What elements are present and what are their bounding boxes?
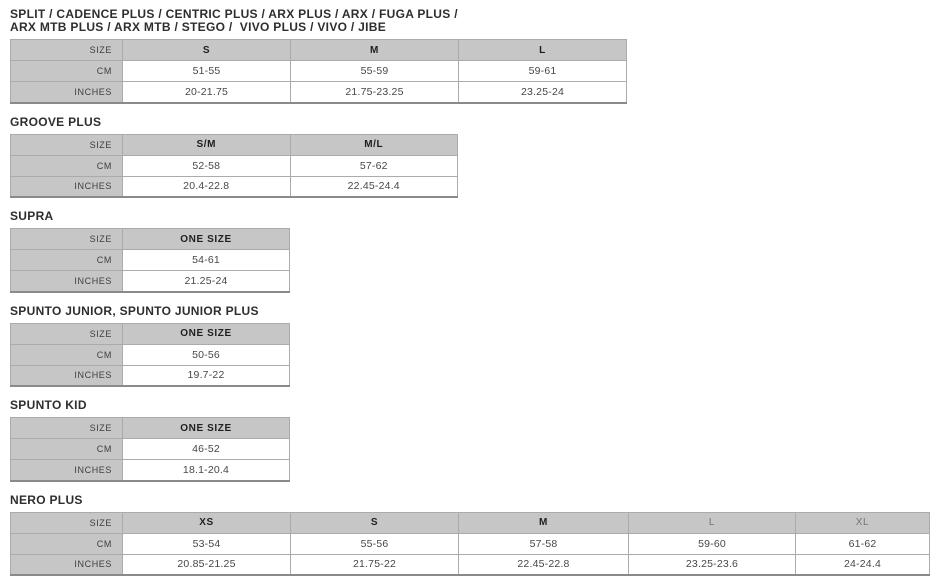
size-table-supra — [10, 228, 290, 293]
inches-value-cell: 18.1-20.4 — [123, 460, 290, 481]
table-row-inches — [11, 460, 290, 481]
table-title-line: NERO PLUS — [10, 492, 83, 507]
table-title-spunto-junior — [10, 305, 939, 318]
size-table-section-groove-plus — [10, 116, 939, 199]
inches-value-cell: 21.75-23.25 — [291, 82, 459, 103]
inches-value-cell: 21.75-22 — [291, 554, 459, 575]
size-table-groove-plus — [10, 134, 458, 199]
row-label-cm: CM — [11, 439, 123, 460]
table-row-inches — [11, 82, 627, 103]
row-label-size: SIZE — [11, 512, 123, 533]
inches-value-cell: 20-21.75 — [123, 82, 291, 103]
table-row-inches — [11, 554, 930, 575]
cm-value-cell: 52-58 — [123, 155, 291, 176]
size-table-section-spunto-junior — [10, 305, 939, 388]
table-title-line: GROOVE PLUS — [10, 114, 102, 129]
size-header-cell: XL — [796, 512, 930, 533]
size-header-cell: S — [291, 512, 459, 533]
table-row-cm — [11, 61, 627, 82]
table-title-line: SUPRA — [10, 209, 54, 223]
table-title-line: SPLIT / CADENCE PLUS / CENTRIC PLUS / ARX PLUS / ARX / FUGA PLUS / — [10, 7, 458, 21]
row-label-cm: CM — [11, 155, 123, 176]
table-row-size — [11, 229, 290, 250]
size-table-nero-plus — [10, 512, 930, 577]
row-label-cm: CM — [11, 533, 123, 554]
size-header-cell: S/M — [123, 134, 291, 155]
cm-value-cell: 50-56 — [123, 344, 290, 365]
table-title-supra — [10, 210, 939, 223]
size-table-section-split-group — [10, 8, 939, 104]
table-row-size — [11, 512, 930, 533]
size-header-cell: ONE SIZE — [123, 229, 290, 250]
cm-value-cell: 57-62 — [290, 155, 458, 176]
row-label-size: SIZE — [11, 40, 123, 61]
table-row-cm — [11, 344, 290, 365]
inches-value-cell: 19.7-22 — [123, 365, 290, 386]
inches-value-cell: 22.45-22.8 — [459, 554, 629, 575]
table-row-size — [11, 418, 290, 439]
size-table-section-spunto-kid — [10, 399, 939, 482]
size-header-cell: XS — [123, 512, 291, 533]
cm-value-cell: 59-60 — [629, 533, 796, 554]
size-header-cell: M — [459, 512, 629, 533]
inches-value-cell: 21.25-24 — [123, 271, 290, 292]
cm-value-cell: 61-62 — [796, 533, 930, 554]
table-title-split-group — [10, 8, 939, 34]
row-label-inches: INCHES — [11, 176, 123, 197]
size-header-cell: S — [123, 40, 291, 61]
inches-value-cell: 24-24.4 — [796, 554, 930, 575]
inches-value-cell: 22.45-24.4 — [290, 176, 458, 197]
inches-value-cell: 23.25-24 — [459, 82, 627, 103]
table-row-size — [11, 134, 458, 155]
inches-value-cell: 20.85-21.25 — [123, 554, 291, 575]
row-label-size: SIZE — [11, 323, 123, 344]
row-label-inches: INCHES — [11, 460, 123, 481]
table-row-cm — [11, 439, 290, 460]
table-title-line: SPUNTO JUNIOR, SPUNTO JUNIOR PLUS — [10, 303, 259, 318]
cm-value-cell: 51-55 — [123, 61, 291, 82]
row-label-size: SIZE — [11, 418, 123, 439]
row-label-cm: CM — [11, 61, 123, 82]
row-label-cm: CM — [11, 250, 123, 271]
size-header-cell: ONE SIZE — [123, 418, 290, 439]
row-label-inches: INCHES — [11, 365, 123, 386]
size-table-split-group — [10, 39, 627, 104]
cm-value-cell: 59-61 — [459, 61, 627, 82]
cm-value-cell: 53-54 — [123, 533, 291, 554]
cm-value-cell: 55-56 — [291, 533, 459, 554]
table-row-inches — [11, 271, 290, 292]
size-table-spunto-junior — [10, 323, 290, 388]
table-row-inches — [11, 176, 458, 197]
row-label-inches: INCHES — [11, 82, 123, 103]
size-header-cell: M/L — [290, 134, 458, 155]
table-row-cm — [11, 155, 458, 176]
size-charts — [10, 8, 939, 576]
inches-value-cell: 20.4-22.8 — [123, 176, 291, 197]
table-row-cm — [11, 250, 290, 271]
size-header-cell: L — [459, 40, 627, 61]
cm-value-cell: 57-58 — [459, 533, 629, 554]
cm-value-cell: 55-59 — [291, 61, 459, 82]
size-header-cell: ONE SIZE — [123, 323, 290, 344]
table-title-nero-plus — [10, 494, 939, 507]
row-label-inches: INCHES — [11, 554, 123, 575]
table-title-line: SPUNTO KID — [10, 398, 87, 412]
table-row-cm — [11, 533, 930, 554]
table-row-size — [11, 323, 290, 344]
cm-value-cell: 54-61 — [123, 250, 290, 271]
table-title-spunto-kid — [10, 399, 939, 412]
table-title-groove-plus — [10, 116, 939, 129]
inches-value-cell: 23.25-23.6 — [629, 554, 796, 575]
table-row-size — [11, 40, 627, 61]
row-label-size: SIZE — [11, 229, 123, 250]
size-table-section-supra — [10, 210, 939, 293]
size-header-cell: M — [291, 40, 459, 61]
table-row-inches — [11, 365, 290, 386]
cm-value-cell: 46-52 — [123, 439, 290, 460]
size-table-spunto-kid — [10, 417, 290, 482]
size-header-cell: L — [629, 512, 796, 533]
row-label-cm: CM — [11, 344, 123, 365]
size-table-section-nero-plus — [10, 494, 939, 577]
table-title-line: ARX MTB PLUS / ARX MTB / STEGO / VIVO PLUS / VIVO / JIBE — [10, 20, 387, 34]
row-label-size: SIZE — [11, 134, 123, 155]
row-label-inches: INCHES — [11, 271, 123, 292]
